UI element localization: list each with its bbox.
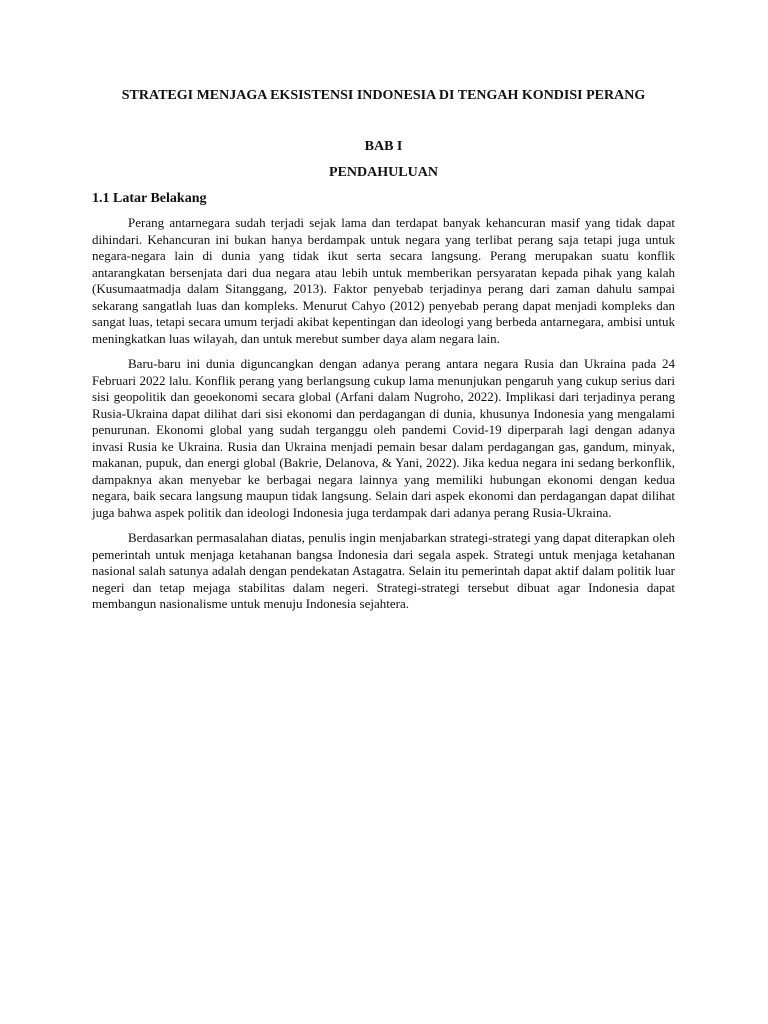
paragraph-1: Perang antarnegara sudah terjadi sejak lama dan terdapat banyak kehancuran masif yang tidak dapat dihindari. Kehancuran ini bukan hanya berdampak untuk negara yang terlibat perang saja tetapi juga untuk negara-negara lain di dunia yang tidak ikut serta secara langsung. Perang merupakan suatu konflik antarangkatan bersenjata dari dua negara atau lebih untuk memberikan persyaratan kepada pihak yang kalah (Kusumaatmadja dalam Sitanggang, 2013). Faktor penyebab terjadinya perang dari zaman dahulu sampai sekarang sangatlah luas dan kompleks. Menurut Cahyo (2012) penyebab perang dapat menjadi kompleks dan sangat luas, tetapi secara umum terjadi akibat kepentingan dan ideologi yang berbeda antarnegara, ambisi untuk meningkatkan luas wilayah, dan untuk merebut sumber daya alam negara lain. (92, 215, 675, 346)
chapter-title: PENDAHULUAN (329, 165, 438, 180)
paragraph-2: Baru-baru ini dunia diguncangkan dengan adanya perang antara negara Rusia dan Ukraina pada 24 Februari 2022 lalu. Konflik perang yang berlangsung cukup lama menunjukan pengaruh yang cukup serius dari sisi geopolitik dan geoekonomi secara global (Arfani dalam Nugroho, 2022). Implikasi dari terjadinya perang Rusia-Ukraina dapat dilihat dari sisi ekonomi dan perdagangan di dunia, khusunya Indonesia yang mengalami penurunan. Ekonomi global yang sudah terganggu oleh pandemi Covid-19 diperparah lagi dengan adanya invasi Rusia ke Ukraina. Rusia dan Ukraina menjadi pemain besar dalam perdagangan gas, gandum, minyak, makanan, pupuk, dan energi global (Bakrie, Delanova, & Yani, 2022). Jika kedua negara ini sedang berkonflik, dampaknya akan menyebar ke berbagai negara lainnya yang memiliki hubungan ekonomi dengan kedua negara, baik secara langsung maupun tidak langsung. Selain dari aspek ekonomi dan perdagangan dapat dilihat juga bahwa aspek politik dan ideologi Indonesia juga terdampak dari adanya perang Rusia-Ukraina. (92, 356, 675, 520)
body-text (92, 215, 675, 622)
document-page (92, 0, 675, 1024)
chapter-number: BAB I (364, 139, 403, 154)
document-title: STRATEGI MENJAGA EKSISTENSI INDONESIA DI TENGAH KONDISI PERANG (121, 88, 646, 103)
section-heading: 1.1 Latar Belakang (92, 191, 207, 206)
paragraph-3: Berdasarkan permasalahan diatas, penulis ingin menjabarkan strategi-strategi yang dapat diterapkan oleh pemerintah untuk menjaga ketahanan bangsa Indonesia dari segala aspek. Strategi untuk menjaga ketahanan nasional salah satunya adalah dengan pendekatan Astagatra. Selain itu pemerintah dapat aktif dalam politik luar negeri dan tetap mejaga stabilitas dalam negeri. Strategi-strategi tersebut dibuat agar Indonesia dapat membangun nasionalisme untuk menuju Indonesia sejahtera. (92, 530, 675, 611)
